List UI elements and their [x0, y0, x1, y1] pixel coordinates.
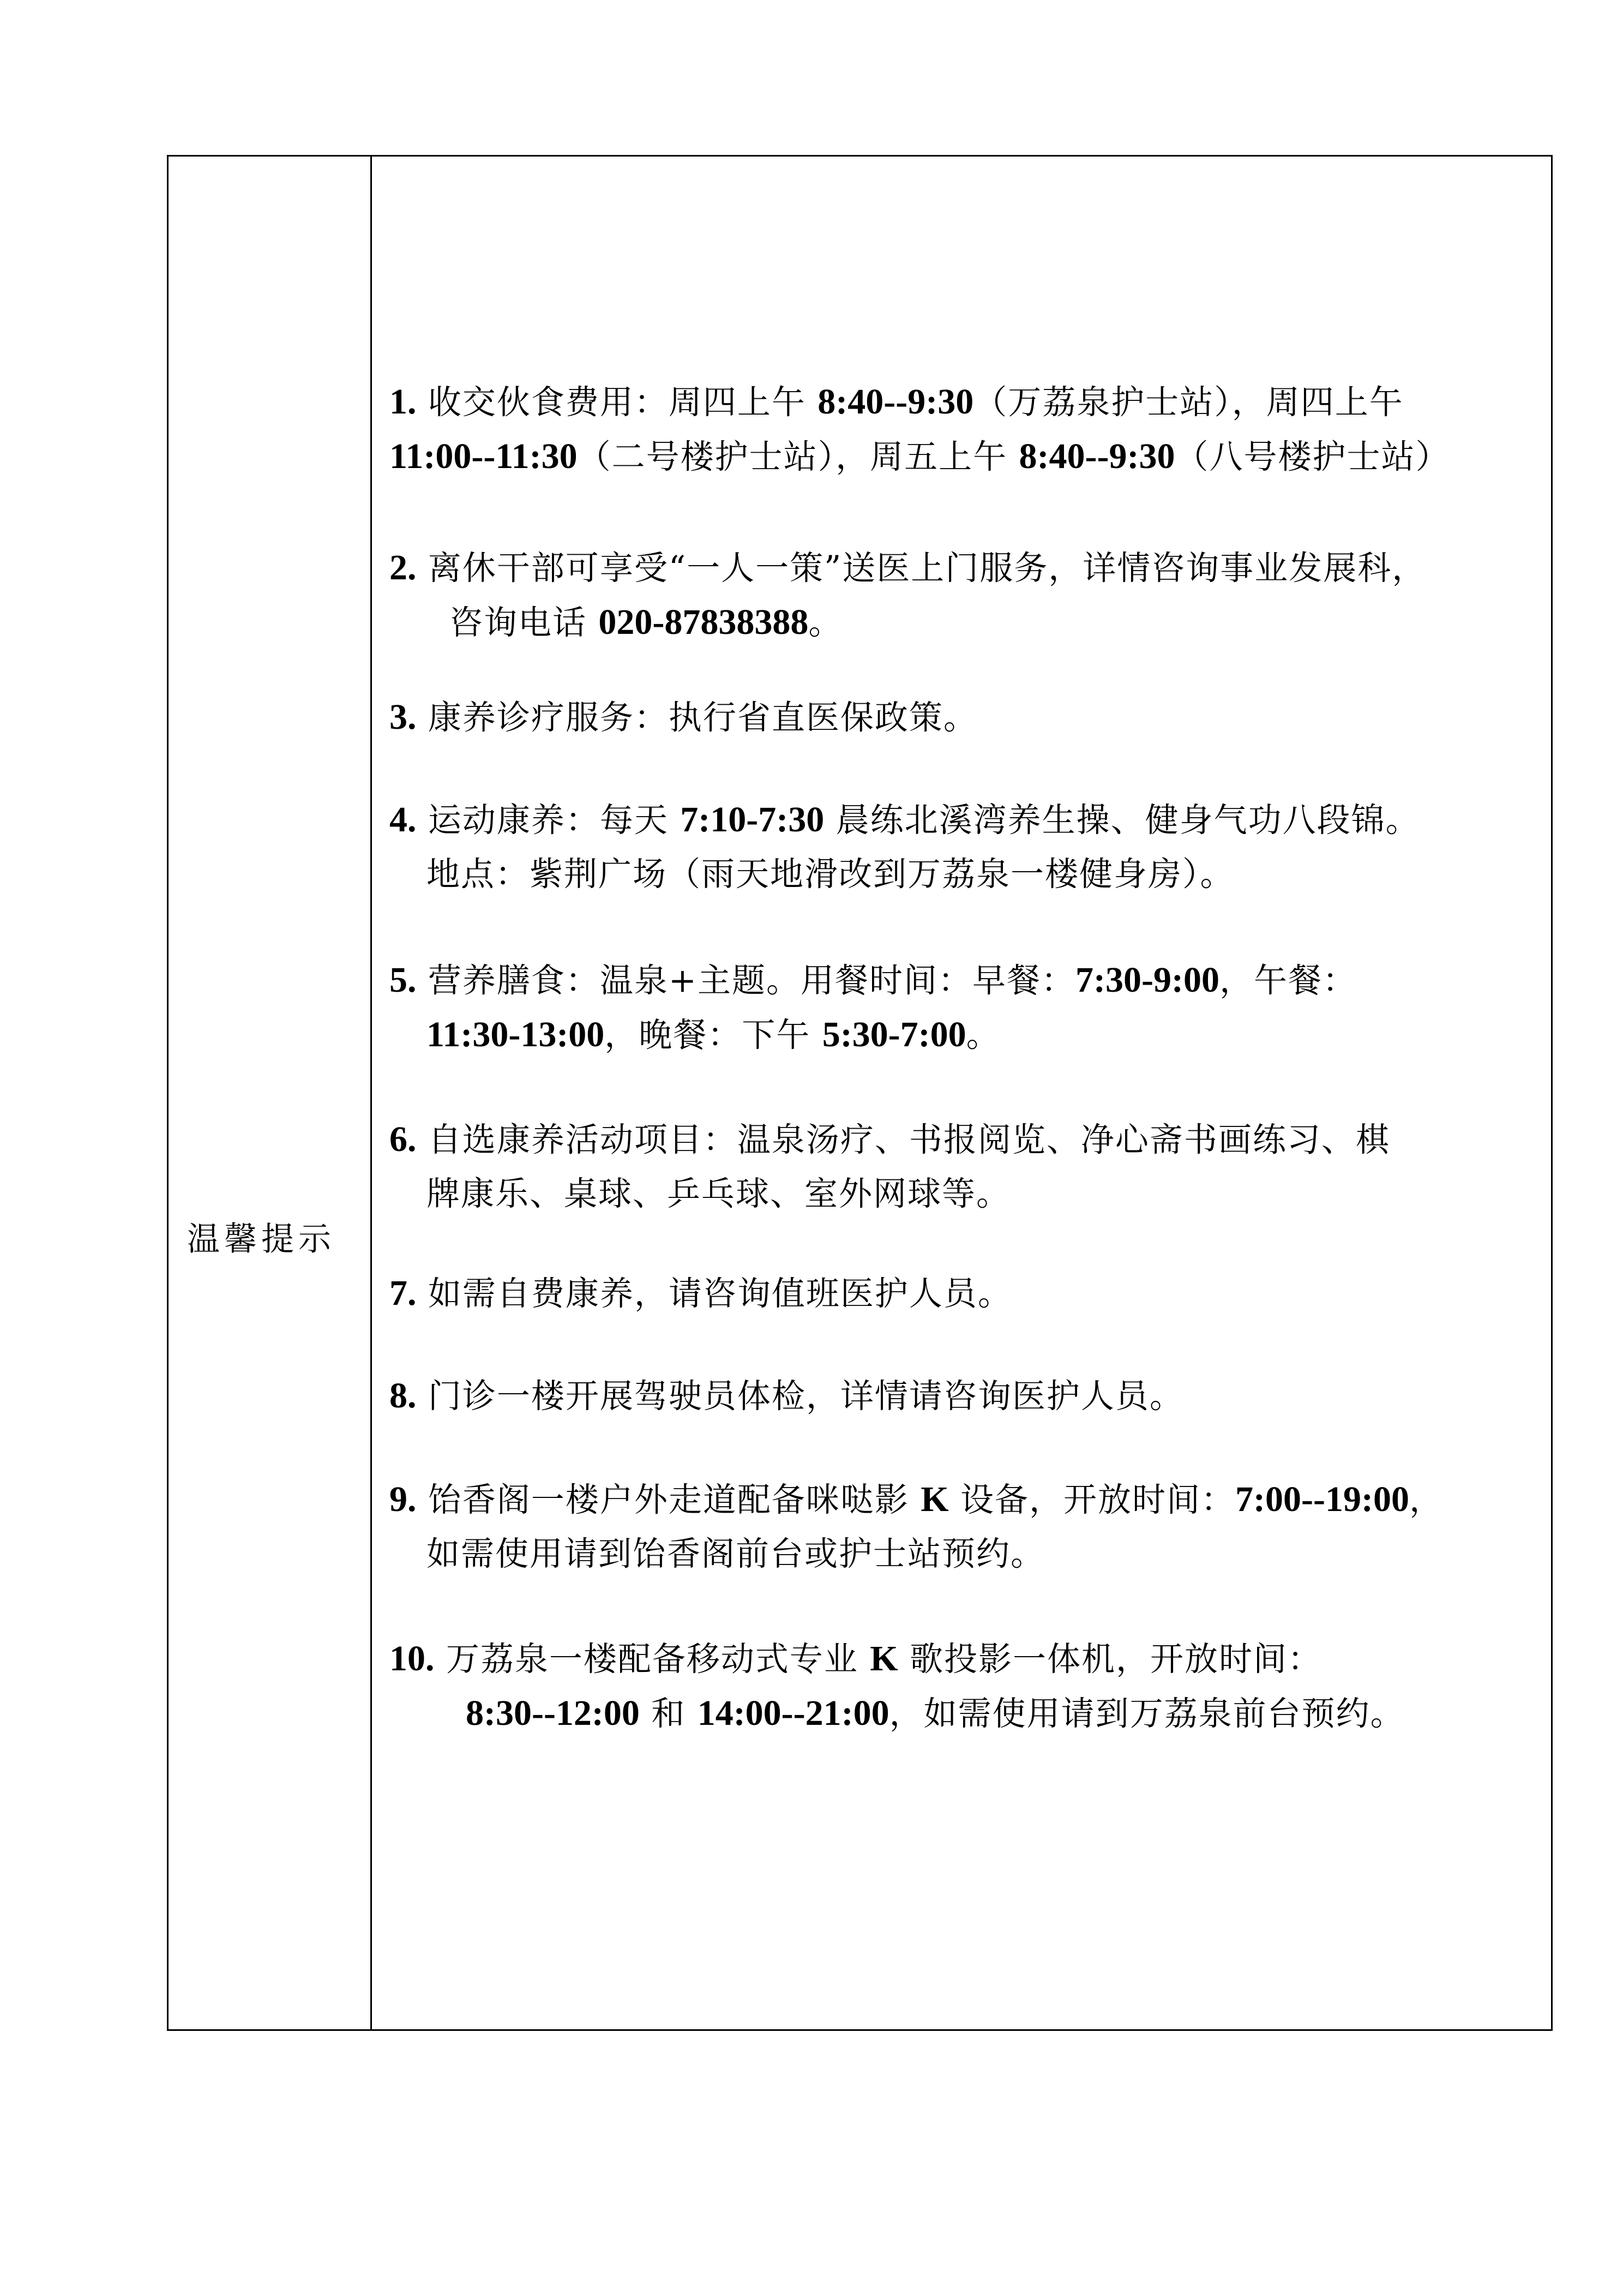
tip-number: 4.: [389, 800, 417, 840]
tip-bold-value: 7:00--19:00: [1235, 1479, 1409, 1519]
tip-number: 6.: [389, 1119, 417, 1159]
tip-text: （二号楼护士站），周五上午: [577, 437, 1019, 476]
tip-text: ，如需使用请到万荔泉前台预约。: [889, 1694, 1405, 1733]
tip-bold-value: 8:30--12:00: [466, 1693, 640, 1733]
tip-number: 7.: [389, 1273, 417, 1313]
tip-item-4: [389, 793, 1420, 902]
tip-number: 2.: [389, 548, 417, 588]
tip-number: 1.: [389, 382, 417, 422]
tip-item-3: [389, 690, 978, 745]
tip-item-2: [389, 541, 1426, 650]
tip-line: [389, 1472, 1444, 1527]
tip-number: 10.: [389, 1639, 435, 1678]
tip-text: 康养诊疗服务：执行省直医保政策。: [428, 698, 978, 737]
tip-item-8: [389, 1369, 1184, 1423]
tip-text: 如需自费康养，请咨询值班医护人员。: [428, 1274, 1012, 1313]
tip-line: [389, 1686, 1405, 1741]
label-cell: [169, 157, 372, 2029]
tip-line: [389, 1167, 1390, 1221]
tip-text: 离休干部可享受“一人一策”送医上门服务，详情咨询事业发展科，: [428, 549, 1427, 588]
tip-item-7: [389, 1266, 1012, 1321]
tip-line: [389, 541, 1426, 595]
tip-line: [389, 375, 1450, 429]
tip-line: [389, 953, 1357, 1008]
tip-line: [389, 793, 1420, 847]
tip-text: 。: [966, 1016, 1001, 1054]
tip-bold-value: 8:40--9:30: [1019, 436, 1175, 476]
tip-line: [389, 1112, 1390, 1167]
tips-cell: [372, 157, 1551, 2029]
tip-text: 。: [808, 603, 843, 642]
tip-bold-value: 5:30-7:00: [822, 1015, 966, 1054]
tip-text: ，午餐：: [1219, 961, 1357, 1000]
tip-item-5: [389, 953, 1357, 1062]
tip-bold-value: 7:30-9:00: [1075, 960, 1219, 1000]
tip-text: 收交伙食费用：周四上午: [428, 383, 818, 422]
notice-label: 温馨提示: [187, 1220, 335, 1258]
tip-line: [389, 429, 1450, 484]
tip-bold-value: K: [921, 1479, 949, 1519]
tip-text: （万荔泉护士站），周四上午: [973, 383, 1404, 422]
tip-text: 设备，开放时间：: [948, 1480, 1236, 1519]
tip-item-9: [389, 1472, 1444, 1581]
tip-line: [389, 1369, 1184, 1423]
tip-text: 自选康养活动项目：温泉汤疗、书报阅览、净心斋书画练习、棋: [428, 1120, 1390, 1159]
tip-text: 歌投影一体机，开放时间：: [898, 1640, 1323, 1678]
tip-number: 8.: [389, 1376, 417, 1416]
tip-text: 门诊一楼开展驾驶员体检，详情请咨询医护人员。: [428, 1377, 1184, 1416]
tip-bold-value: 8:40--9:30: [817, 382, 974, 422]
tip-number: 5.: [389, 960, 417, 1000]
tip-line: [389, 1266, 1012, 1321]
tip-bold-value: 11:30-13:00: [426, 1015, 605, 1054]
tip-line: [389, 690, 978, 745]
tip-text: 牌康乐、桌球、乒乓球、室外网球等。: [426, 1174, 1011, 1213]
tip-bold-value: 14:00--21:00: [697, 1693, 889, 1733]
tip-text: 饴香阁一楼户外走道配备咪哒影: [428, 1480, 921, 1519]
tip-bold-value: K: [870, 1639, 898, 1678]
tip-text: 营养膳食：温泉+主题。用餐时间：早餐：: [428, 961, 1076, 1000]
tip-line: [389, 595, 1426, 650]
tip-bold-value: 020-87838388: [598, 602, 809, 642]
tip-line: [389, 847, 1420, 902]
tip-text: （八号楼护士站）: [1175, 437, 1450, 476]
tip-text: 和: [639, 1694, 698, 1733]
tip-bold-value: 7:10-7:30: [680, 800, 825, 840]
tip-text: ，: [1409, 1480, 1444, 1519]
tip-text: 晨练北溪湾养生操、健身气功八段锦。: [824, 801, 1420, 840]
tip-line: [389, 1527, 1444, 1581]
notice-table: [167, 155, 1553, 2031]
tip-text: 万荔泉一楼配备移动式专业: [446, 1640, 870, 1678]
tip-line: [389, 1632, 1405, 1686]
tip-bold-value: 11:00--11:30: [389, 436, 578, 476]
tip-number: 3.: [389, 697, 417, 737]
tip-text: 运动康养：每天: [428, 801, 681, 840]
tip-item-10: [389, 1632, 1405, 1741]
tip-text: ，晚餐：下午: [604, 1016, 822, 1054]
tip-item-1: [389, 375, 1450, 484]
tip-text: 如需使用请到饴香阁前台或护士站预约。: [426, 1534, 1045, 1573]
tip-text: 咨询电话: [449, 603, 599, 642]
tip-line: [389, 1008, 1357, 1062]
tip-number: 9.: [389, 1479, 417, 1519]
tip-text: 地点：紫荆广场（雨天地滑改到万荔泉一楼健身房）。: [426, 855, 1235, 894]
tip-item-6: [389, 1112, 1390, 1221]
